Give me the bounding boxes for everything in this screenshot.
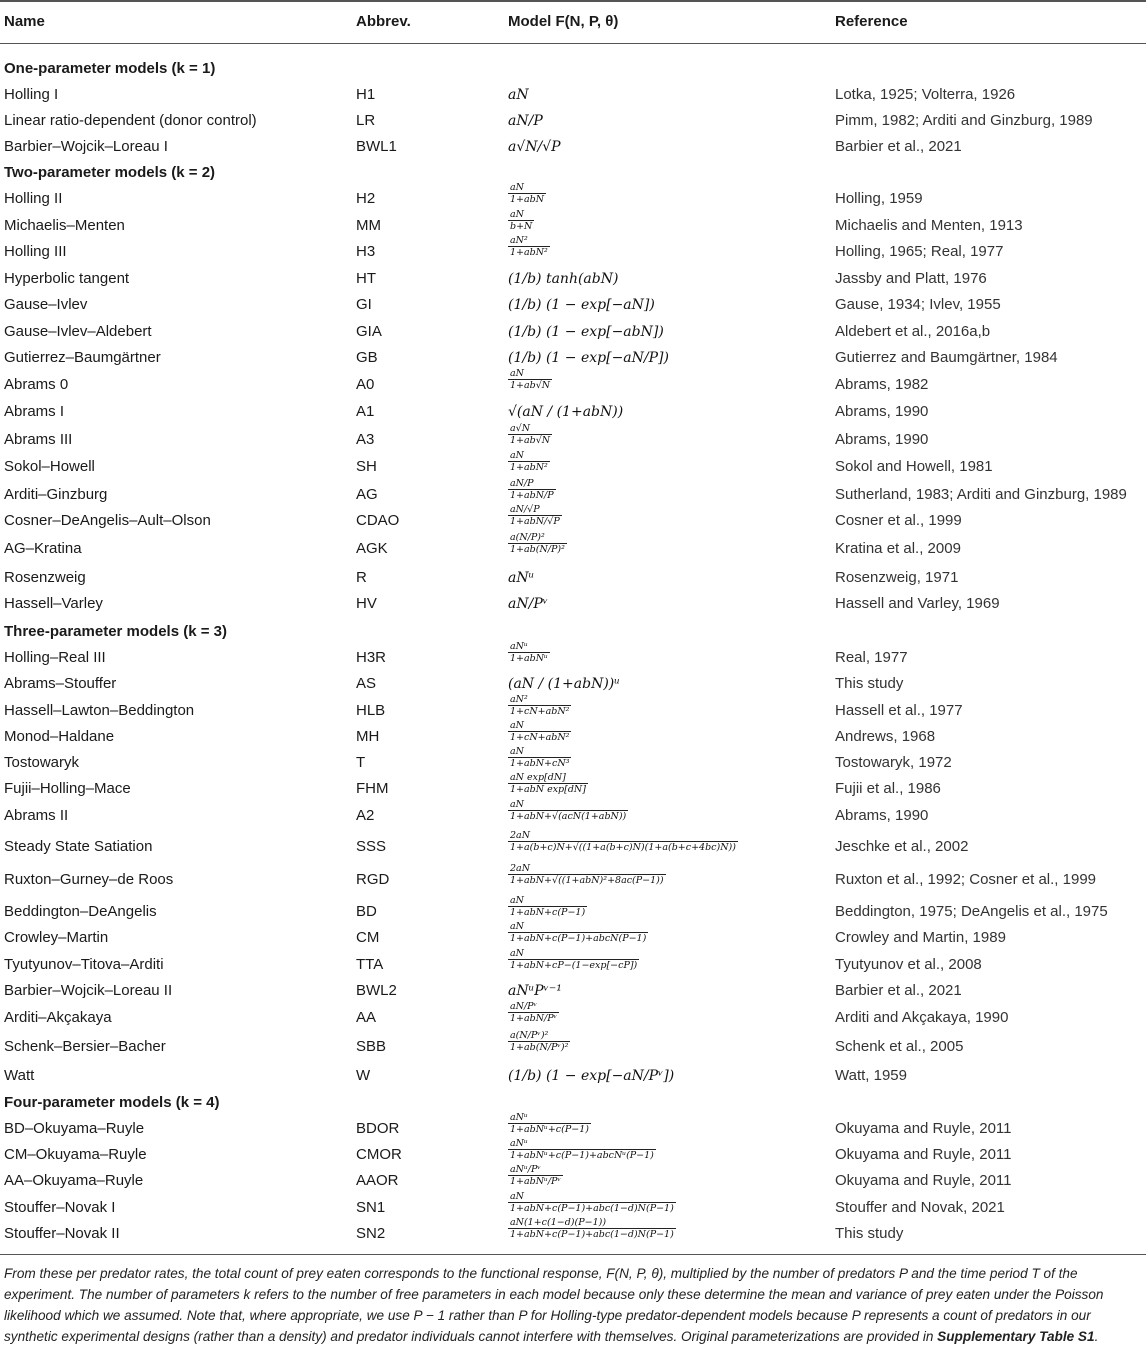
model-abbrev: AG xyxy=(356,486,378,503)
model-reference: Real, 1977 xyxy=(835,649,908,666)
model-name: Abrams 0 xyxy=(4,376,69,393)
model-reference: Lotka, 1925; Volterra, 1926 xyxy=(835,86,1016,103)
supplementary-table-link[interactable]: Supplementary Table S1 xyxy=(937,1329,1095,1344)
formula-denominator: 1+abN+cP−(1−exp[−cP]) xyxy=(510,960,638,971)
model-reference: Sutherland, 1983; Arditi and Ginzburg, 1989 xyxy=(835,486,1127,503)
model-reference: Holling, 1959 xyxy=(835,190,923,207)
model-formula xyxy=(508,86,529,103)
model-abbrev: AAOR xyxy=(356,1172,399,1189)
formula-denominator: 1+a(b+c)N+√((1+a(b+c)N)(1+a(b+c+4bc)N)) xyxy=(510,842,736,853)
formula-numerator: aN² xyxy=(510,235,528,246)
formula-numerator: aN xyxy=(510,799,524,810)
formula-fraction xyxy=(508,895,587,918)
model-name: Schenk–Bersier–Bacher xyxy=(4,1038,166,1055)
model-name: Tyutyunov–Titova–Arditi xyxy=(4,956,164,973)
formula-fraction xyxy=(508,1217,676,1240)
formula-numerator: a√N xyxy=(510,423,531,434)
formula-expression: (1/b) (1 − exp[−aN]) xyxy=(508,297,655,313)
model-formula xyxy=(508,368,552,392)
formula-numerator: aNᵘ xyxy=(510,1112,528,1123)
model-reference: Okuyama and Ruyle, 2011 xyxy=(835,1146,1012,1163)
model-formula xyxy=(508,641,550,665)
model-formula xyxy=(508,830,738,854)
formula-denominator: 1+abN+c(P−1)+abc(1−d)N(P−1) xyxy=(510,1229,674,1240)
formula-fraction xyxy=(508,235,550,258)
section-title: Four-parameter models (k = 4) xyxy=(4,1094,220,1111)
model-name: Abrams–Stouffer xyxy=(4,675,117,692)
model-abbrev: GB xyxy=(356,349,378,366)
model-formula xyxy=(508,182,546,206)
model-name: Crowley–Martin xyxy=(4,929,109,946)
model-name: Michaelis–Menten xyxy=(4,217,125,234)
formula-expression: (1/b) (1 − exp[−aN/P]) xyxy=(508,350,669,366)
model-formula xyxy=(508,138,561,155)
model-name: Arditi–Ginzburg xyxy=(4,486,108,503)
model-formula xyxy=(508,423,552,447)
model-reference: Abrams, 1990 xyxy=(835,403,929,420)
model-name: Watt xyxy=(4,1067,35,1084)
formula-numerator: aNᵘ xyxy=(510,1138,528,1149)
formula-denominator: 1+abN+√(acN(1+abN)) xyxy=(510,811,627,822)
footnote-text: From these per predator rates, the total count of prey eaten corresponds to the functional response, F(N, P, θ), multiplied by the number of predators P and the time period T of the experiment. The number of parameters k refers to the number of free parameters in each model because only these determine the mean and variance of prey eaten under the Poisson likelihood which we assumed. Note that, where appropriate, we use P − 1 rather than P for Holling-type predator-dependent models because P represents a count of predators in our synthetic experimental designs (rather than a density) and predator individuals cannot interfere with themselves. Original parameterizations are provided in xyxy=(4,1266,1104,1344)
model-formula xyxy=(508,349,669,366)
model-abbrev: MH xyxy=(356,728,380,745)
model-abbrev: HV xyxy=(356,595,377,612)
model-reference: Fujii et al., 1986 xyxy=(835,780,941,797)
model-formula xyxy=(508,746,571,770)
model-reference: Barbier et al., 2021 xyxy=(835,982,962,999)
model-formula xyxy=(508,799,628,823)
model-name: Abrams II xyxy=(4,807,69,824)
model-name: Holling–Real III xyxy=(4,649,106,666)
formula-fraction xyxy=(508,863,666,886)
model-abbrev: A3 xyxy=(356,431,375,448)
model-abbrev: AS xyxy=(356,675,377,692)
model-name: CM–Okuyama–Ruyle xyxy=(4,1146,147,1163)
model-reference: Abrams, 1990 xyxy=(835,431,929,448)
formula-expression: (1/b) (1 − exp[−abN]) xyxy=(508,324,664,340)
model-formula xyxy=(508,1191,676,1215)
model-name: Gause–Ivlev–Aldebert xyxy=(4,323,152,340)
model-abbrev: GIA xyxy=(356,323,382,340)
section-title: Three-parameter models (k = 3) xyxy=(4,623,228,640)
header-abbrev: Abbrev. xyxy=(356,13,411,30)
formula-numerator: aN exp[dN] xyxy=(510,772,566,783)
formula-fraction xyxy=(508,423,552,446)
model-reference: Okuyama and Ruyle, 2011 xyxy=(835,1172,1012,1189)
formula-fraction xyxy=(508,948,639,971)
model-formula xyxy=(508,595,548,612)
formula-denominator: 1+abN² xyxy=(510,247,548,258)
model-abbrev: SN1 xyxy=(356,1199,386,1216)
formula-denominator: 1+abN+c(P−1)+abc(1−d)N(P−1) xyxy=(510,1203,674,1214)
model-name: Gutierrez–Baumgärtner xyxy=(4,349,161,366)
model-name: Stouffer–Novak II xyxy=(4,1225,120,1242)
model-formula xyxy=(508,1001,559,1025)
formula-fraction xyxy=(508,1112,591,1135)
model-abbrev: BDOR xyxy=(356,1120,400,1137)
model-name: Cosner–DeAngelis–Ault–Olson xyxy=(4,512,211,529)
model-reference: Schenk et al., 2005 xyxy=(835,1038,964,1055)
model-formula xyxy=(508,323,664,340)
formula-fraction xyxy=(508,746,571,769)
model-reference: Hassell and Varley, 1969 xyxy=(835,595,1000,612)
formula-numerator: aNᵘ xyxy=(510,641,528,652)
section-title: One-parameter models (k = 1) xyxy=(4,60,216,77)
model-name: Abrams I xyxy=(4,403,65,420)
model-formula xyxy=(508,1217,676,1241)
model-formula xyxy=(508,675,620,692)
model-name: Tostowaryk xyxy=(4,754,80,771)
formula-denominator: 1+ab√N xyxy=(510,435,551,446)
formula-fraction xyxy=(508,450,550,473)
header-name: Name xyxy=(4,13,45,30)
formula-denominator: 1+abN exp[dN] xyxy=(510,784,586,795)
model-reference: Tyutyunov et al., 2008 xyxy=(835,956,982,973)
model-formula xyxy=(508,863,666,887)
model-formula xyxy=(508,895,587,919)
formula-numerator: aN/Pᵛ xyxy=(510,1001,538,1012)
model-abbrev: H3R xyxy=(356,649,387,666)
formula-denominator: 1+abN+√((1+abN)²+8ac(P−1)) xyxy=(510,875,664,886)
model-abbrev: GI xyxy=(356,296,372,313)
bottom-rule xyxy=(0,1254,1146,1255)
model-name: Barbier–Wojcik–Loreau II xyxy=(4,982,173,999)
formula-expression: a√N/√P xyxy=(508,139,561,155)
model-formula xyxy=(508,235,550,259)
formula-fraction xyxy=(508,209,534,232)
model-name: Hassell–Lawton–Beddington xyxy=(4,702,195,719)
model-reference: Abrams, 1990 xyxy=(835,807,929,824)
model-formula xyxy=(508,403,623,420)
formula-expression: aN/P xyxy=(508,113,543,129)
formula-numerator: aN/P xyxy=(510,478,534,489)
model-formula xyxy=(508,450,550,474)
formula-numerator: aN xyxy=(510,368,524,379)
model-reference: This study xyxy=(835,675,904,692)
model-reference: Beddington, 1975; DeAngelis et al., 1975 xyxy=(835,903,1108,920)
formula-denominator: 1+abNᵘ/Pᵛ xyxy=(510,1176,561,1187)
formula-denominator: 1+abN/P xyxy=(510,490,554,501)
formula-fraction xyxy=(508,830,738,853)
formula-fraction xyxy=(508,478,556,501)
model-abbrev: A2 xyxy=(356,807,375,824)
model-abbrev: H2 xyxy=(356,190,376,207)
model-formula xyxy=(508,1030,570,1054)
model-formula xyxy=(508,478,556,502)
formula-denominator: 1+abN+c(P−1) xyxy=(510,907,586,918)
formula-denominator: 1+abNᵘ+c(P−1)+abcNᵘ(P−1) xyxy=(510,1150,654,1161)
model-formula xyxy=(508,720,571,744)
model-name: Beddington–DeAngelis xyxy=(4,903,157,920)
model-formula xyxy=(508,569,534,586)
model-formula xyxy=(508,948,639,972)
formula-fraction xyxy=(508,182,546,205)
formula-numerator: aNᵘ/Pᵛ xyxy=(510,1164,541,1175)
formula-denominator: 1+abN/√P xyxy=(510,516,560,527)
formula-denominator: 1+abN xyxy=(510,194,545,205)
formula-expression: aNᵘPᵛ⁻¹ xyxy=(508,983,562,999)
formula-fraction xyxy=(508,720,571,743)
model-abbrev: CM xyxy=(356,929,380,946)
model-name: Hyperbolic tangent xyxy=(4,270,130,287)
model-name: Ruxton–Gurney–de Roos xyxy=(4,871,174,888)
model-reference: Pimm, 1982; Arditi and Ginzburg, 1989 xyxy=(835,112,1093,129)
formula-fraction xyxy=(508,1138,656,1161)
model-reference: Jassby and Platt, 1976 xyxy=(835,270,987,287)
model-abbrev: LR xyxy=(356,112,376,129)
section-title: Two-parameter models (k = 2) xyxy=(4,164,216,181)
formula-fraction xyxy=(508,504,562,527)
model-formula xyxy=(508,921,648,945)
model-reference: Abrams, 1982 xyxy=(835,376,929,393)
formula-numerator: aN² xyxy=(510,694,528,705)
model-reference: Crowley and Martin, 1989 xyxy=(835,929,1006,946)
model-reference: Jeschke et al., 2002 xyxy=(835,838,969,855)
formula-denominator: 1+abN/Pᵛ xyxy=(510,1013,558,1024)
model-reference: Andrews, 1968 xyxy=(835,728,936,745)
formula-numerator: a(N/P)² xyxy=(510,532,545,543)
model-abbrev: AGK xyxy=(356,540,388,557)
formula-expression: (1/b) (1 − exp[−aN/Pᵛ]) xyxy=(508,1068,675,1084)
model-abbrev: HLB xyxy=(356,702,386,719)
model-abbrev: RGD xyxy=(356,871,390,888)
model-reference: Holling, 1965; Real, 1977 xyxy=(835,243,1004,260)
model-formula xyxy=(508,694,571,718)
model-abbrev: A1 xyxy=(356,403,375,420)
model-abbrev: H1 xyxy=(356,86,376,103)
formula-numerator: aN/√P xyxy=(510,504,540,515)
formula-numerator: aN xyxy=(510,209,524,220)
model-abbrev: BWL1 xyxy=(356,138,397,155)
model-reference: Sokol and Howell, 1981 xyxy=(835,458,993,475)
model-reference: Okuyama and Ruyle, 2011 xyxy=(835,1120,1012,1137)
header-reference: Reference xyxy=(835,13,908,30)
formula-denominator: 1+ab(N/Pᵛ)² xyxy=(510,1042,569,1053)
formula-denominator: 1+ab(N/P)² xyxy=(510,544,565,555)
model-abbrev: CMOR xyxy=(356,1146,402,1163)
model-reference: Arditi and Akçakaya, 1990 xyxy=(835,1009,1009,1026)
formula-denominator: 1+cN+abN² xyxy=(510,706,570,717)
model-abbrev: BD xyxy=(356,903,377,920)
formula-numerator: aN xyxy=(510,450,524,461)
formula-fraction xyxy=(508,641,550,664)
model-name: Holling III xyxy=(4,243,67,260)
model-name: Stouffer–Novak I xyxy=(4,1199,116,1216)
model-abbrev: H3 xyxy=(356,243,376,260)
formula-fraction xyxy=(508,694,571,717)
formula-denominator: 1+abN² xyxy=(510,462,548,473)
model-reference: Aldebert et al., 2016a,b xyxy=(835,323,991,340)
model-formula xyxy=(508,209,534,233)
model-name: Gause–Ivlev xyxy=(4,296,88,313)
formula-denominator: b+N xyxy=(510,221,533,232)
model-formula xyxy=(508,982,562,999)
model-abbrev: HT xyxy=(356,270,376,287)
model-name: AG–Kratina xyxy=(4,540,82,557)
model-name: Hassell–Varley xyxy=(4,595,103,612)
model-abbrev: FHM xyxy=(356,780,389,797)
formula-fraction xyxy=(508,532,567,555)
formula-fraction xyxy=(508,772,588,795)
model-reference: Tostowaryk, 1972 xyxy=(835,754,952,771)
model-name: Barbier–Wojcik–Loreau I xyxy=(4,138,168,155)
formula-numerator: a(N/Pᵛ)² xyxy=(510,1030,549,1041)
model-name: Steady State Satiation xyxy=(4,838,153,855)
model-abbrev: W xyxy=(356,1067,371,1084)
formula-fraction xyxy=(508,1030,570,1053)
model-reference: Michaelis and Menten, 1913 xyxy=(835,217,1023,234)
model-reference: Ruxton et al., 1992; Cosner et al., 1999 xyxy=(835,871,1096,888)
model-reference: Kratina et al., 2009 xyxy=(835,540,961,557)
formula-numerator: aN xyxy=(510,895,524,906)
formula-numerator: 2aN xyxy=(510,863,531,874)
model-formula xyxy=(508,532,567,556)
footnote-end: . xyxy=(1094,1329,1099,1344)
formula-expression: aNᵘ xyxy=(508,570,535,586)
formula-expression: √(aN / (1+abN)) xyxy=(508,404,624,420)
model-reference: Watt, 1959 xyxy=(835,1067,907,1084)
formula-denominator: 1+abN+c(P−1)+abcN(P−1) xyxy=(510,933,647,944)
model-formula xyxy=(508,1138,656,1162)
model-name: Abrams III xyxy=(4,431,73,448)
formula-expression: (1/b) tanh(abN) xyxy=(508,271,619,287)
model-formula xyxy=(508,270,618,287)
model-formula xyxy=(508,504,562,528)
header-rule xyxy=(0,43,1146,44)
model-abbrev: T xyxy=(356,754,366,771)
model-abbrev: AA xyxy=(356,1009,377,1026)
formula-numerator: aN(1+c(1−d)(P−1)) xyxy=(510,1217,607,1228)
model-abbrev: BWL2 xyxy=(356,982,397,999)
formula-denominator: 1+abNᵘ+c(P−1) xyxy=(510,1124,589,1135)
model-name: Fujii–Holling–Mace xyxy=(4,780,131,797)
model-abbrev: SH xyxy=(356,458,377,475)
model-abbrev: MM xyxy=(356,217,381,234)
model-formula xyxy=(508,772,588,796)
formula-numerator: 2aN xyxy=(510,830,531,841)
model-abbrev: SSS xyxy=(356,838,387,855)
model-name: Linear ratio-dependent (donor control) xyxy=(4,112,257,129)
formula-denominator: 1+abNᵘ xyxy=(510,653,548,664)
model-reference: Gause, 1934; Ivlev, 1955 xyxy=(835,296,1001,313)
model-reference: Cosner et al., 1999 xyxy=(835,512,962,529)
formula-numerator: aN xyxy=(510,1191,524,1202)
formula-numerator: aN xyxy=(510,720,524,731)
model-name: Monod–Haldane xyxy=(4,728,115,745)
model-reference: Barbier et al., 2021 xyxy=(835,138,962,155)
formula-fraction xyxy=(508,1191,676,1214)
model-formula xyxy=(508,296,655,313)
formula-denominator: 1+ab√N xyxy=(510,380,551,391)
formula-denominator: 1+abN+cN³ xyxy=(510,758,570,769)
model-abbrev: TTA xyxy=(356,956,384,973)
model-formula xyxy=(508,112,543,129)
formula-fraction xyxy=(508,1001,559,1024)
formula-numerator: aN xyxy=(510,746,524,757)
formula-fraction xyxy=(508,1164,563,1187)
model-reference: Rosenzweig, 1971 xyxy=(835,569,959,586)
formula-numerator: aN xyxy=(510,921,524,932)
top-rule xyxy=(0,0,1146,2)
model-abbrev: R xyxy=(356,569,367,586)
formula-expression: aN xyxy=(508,87,529,103)
model-abbrev: SN2 xyxy=(356,1225,386,1242)
formula-numerator: aN xyxy=(510,948,524,959)
model-name: Sokol–Howell xyxy=(4,458,95,475)
formula-fraction xyxy=(508,799,628,822)
model-name: BD–Okuyama–Ruyle xyxy=(4,1120,145,1137)
model-name: Holling I xyxy=(4,86,59,103)
model-reference: Gutierrez and Baumgärtner, 1984 xyxy=(835,349,1058,366)
header-model: Model F(N, P, θ) xyxy=(508,13,619,30)
model-abbrev: CDAO xyxy=(356,512,400,529)
model-formula xyxy=(508,1112,591,1136)
table-footnote xyxy=(4,1263,1140,1347)
model-name: Rosenzweig xyxy=(4,569,86,586)
formula-expression: aN/Pᵛ xyxy=(508,596,548,612)
model-abbrev: A0 xyxy=(356,376,375,393)
model-name: Arditi–Akçakaya xyxy=(4,1009,112,1026)
model-formula xyxy=(508,1067,674,1084)
formula-fraction xyxy=(508,368,552,391)
model-reference: This study xyxy=(835,1225,904,1242)
formula-expression: (aN / (1+abN))ᵘ xyxy=(508,676,620,692)
model-abbrev: SBB xyxy=(356,1038,387,1055)
formula-denominator: 1+cN+abN² xyxy=(510,732,570,743)
model-formula xyxy=(508,1164,563,1188)
model-reference: Stouffer and Novak, 2021 xyxy=(835,1199,1005,1216)
model-reference: Hassell et al., 1977 xyxy=(835,702,963,719)
formula-fraction xyxy=(508,921,648,944)
model-name: AA–Okuyama–Ruyle xyxy=(4,1172,144,1189)
model-name: Holling II xyxy=(4,190,63,207)
formula-numerator: aN xyxy=(510,182,524,193)
